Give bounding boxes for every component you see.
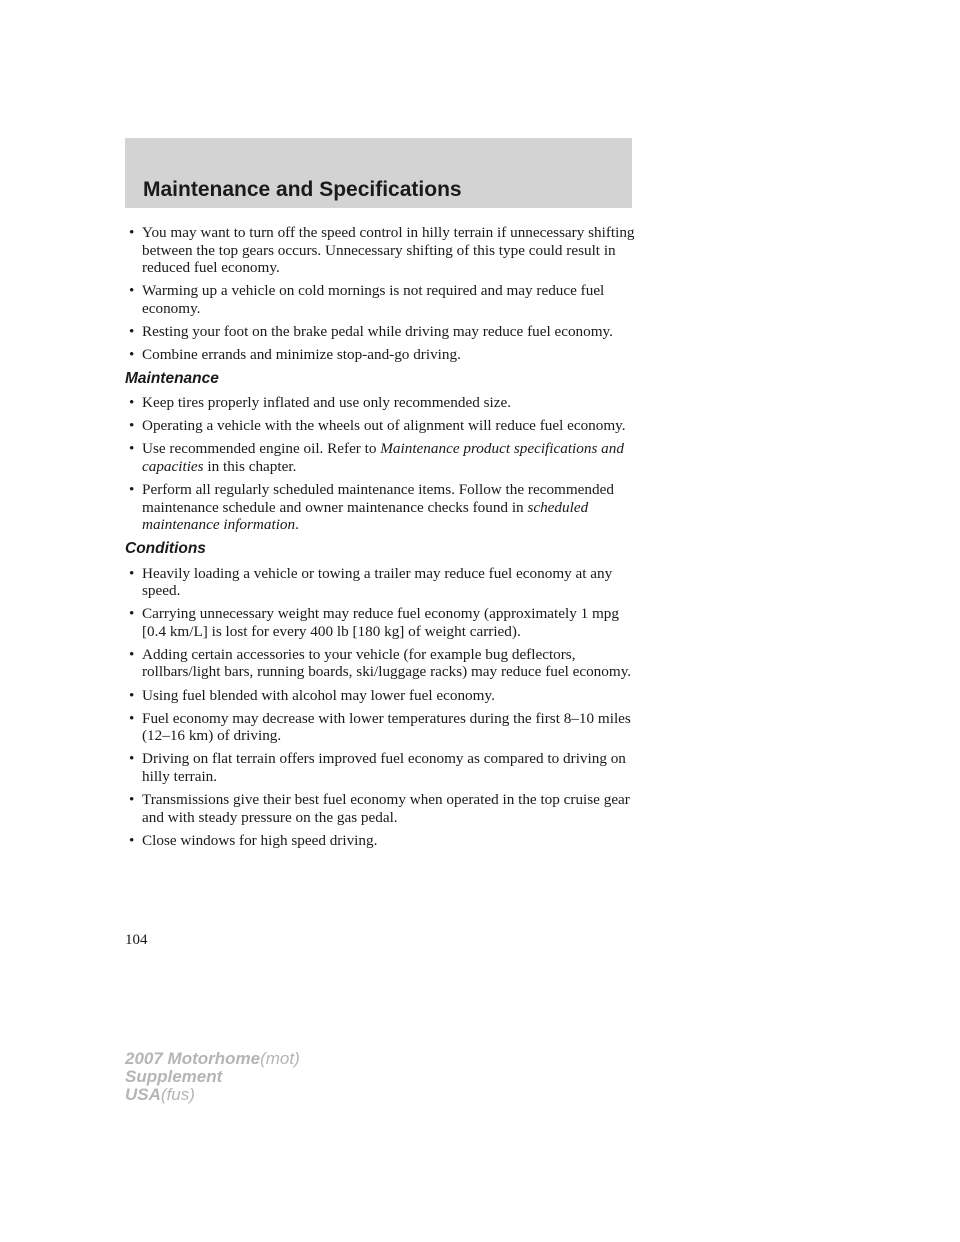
bullet-icon: •	[129, 645, 135, 663]
cross-reference-link: scheduled maintenance information	[142, 498, 589, 534]
bullet-icon: •	[129, 831, 135, 849]
conditions-bullet-list	[125, 565, 645, 850]
bullet-icon: •	[129, 322, 135, 340]
maintenance-bullet-list	[125, 394, 645, 534]
cross-reference-link: Maintenance product specifications and capacities	[142, 440, 624, 476]
bullet-icon: •	[129, 481, 135, 499]
list-item: • Using fuel blended with alcohol may lower fuel economy.	[129, 686, 495, 704]
list-item: • Close windows for high speed driving.	[129, 831, 378, 849]
bullet-icon: •	[129, 750, 135, 768]
bullet-icon: •	[129, 394, 135, 412]
bullet-icon: •	[129, 346, 135, 364]
bullet-icon: •	[129, 282, 135, 300]
list-item: • Adding certain accessories to your vehicle (for example bug deflectors, rollbars/light bars, running boards, ski/luggage racks) may reduce fuel economy.	[129, 645, 632, 681]
intro-bullet-list	[125, 224, 645, 364]
page-number: 104	[125, 932, 148, 948]
footer-line-1: 2007 Motorhome(mot)	[125, 1049, 300, 1068]
list-item: • Use recommended engine oil. Refer to Maintenance product specifications and capacities in this chapter.	[129, 440, 624, 476]
maintenance-heading: Maintenance	[125, 369, 219, 387]
page-content	[125, 224, 645, 855]
conditions-heading: Conditions	[125, 539, 206, 557]
footer-line-2: Supplement	[125, 1067, 223, 1086]
list-item: • You may want to turn off the speed control in hilly terrain if unnecessary shifting between the top gears occurs. Unnecessary shifting of this type could result in reduced fuel economy.	[129, 224, 635, 277]
list-item: • Perform all regularly scheduled maintenance items. Follow the recommended maintenance schedule and owner maintenance checks found in scheduled maintenance information.	[129, 481, 614, 534]
list-item: • Resting your foot on the brake pedal while driving may reduce fuel economy.	[129, 322, 613, 340]
bullet-icon: •	[129, 709, 135, 727]
list-item: • Driving on flat terrain offers improved fuel economy as compared to driving on hilly terrain.	[129, 750, 626, 785]
list-item: • Carrying unnecessary weight may reduce fuel economy (approximately 1 mpg [0.4 km/L] is lost for every 400 lb [180 kg] of weight carried).	[129, 605, 619, 640]
footer-line-3: USA(fus)	[125, 1085, 195, 1104]
bullet-icon: •	[129, 417, 135, 435]
list-item: • Fuel economy may decrease with lower temperatures during the first 8–10 miles (12–16 km) of driving.	[129, 709, 631, 745]
list-item: • Transmissions give their best fuel economy when operated in the top cruise gear and with steady pressure on the gas pedal.	[129, 791, 630, 826]
bullet-icon: •	[129, 224, 135, 241]
bullet-icon: •	[129, 686, 135, 704]
list-item: • Warming up a vehicle on cold mornings is not required and may reduce fuel economy.	[129, 282, 605, 317]
document-footer	[125, 1050, 300, 1104]
section-title: Maintenance and Specifications	[143, 178, 462, 201]
bullet-icon: •	[129, 791, 135, 809]
list-item: • Keep tires properly inflated and use only recommended size.	[129, 394, 512, 412]
list-item: • Heavily loading a vehicle or towing a trailer may reduce fuel economy at any speed.	[129, 564, 613, 600]
bullet-icon: •	[129, 564, 135, 582]
list-item: • Combine errands and minimize stop-and-go driving.	[129, 346, 461, 364]
bullet-icon: •	[129, 440, 135, 458]
bullet-icon: •	[129, 605, 135, 623]
list-item: • Operating a vehicle with the wheels out of alignment will reduce fuel economy.	[129, 417, 626, 435]
